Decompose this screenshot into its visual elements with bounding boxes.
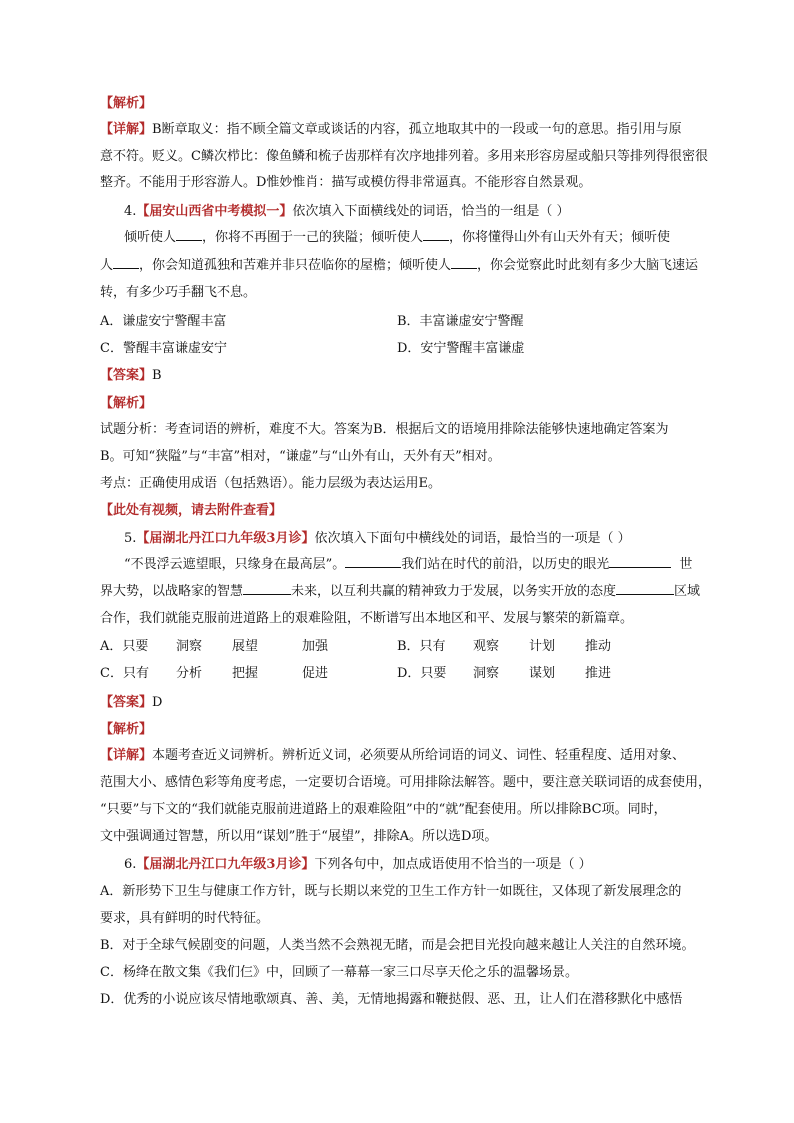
q5-xiangjie-line-4: 文中强调通过智慧，所以用“谋划”胜于“展望”，排除A。所以选D项。 — [100, 829, 498, 844]
q4-stem: 4.【届安山西省中考模拟一】依次填入下面横线处的词语，恰当的一组是（ ） — [124, 204, 570, 219]
q5-option-a: A．只要 洞察 展望 加强 — [100, 639, 329, 654]
xiangjie-line-2: 意不符。贬义。C鳞次栉比：像鱼鳞和梳子齿那样有次序地排列着。多用来形容房屋或船只等排列得很密很 — [100, 149, 708, 164]
q6-stem: 6.【届湖北丹江口九年级3月诊】下列各句中，加点成语使用不恰当的一项是（ ） — [124, 857, 592, 872]
q4-passage-line-2: 人 ，你会知道孤独和苦难并非只莅临你的屋檐；倾听使人 ，你会觉察此时此刻有多少大脑飞速运 — [100, 258, 699, 273]
q4-option-d: D．安宁警醒丰富谦虚 — [397, 341, 525, 356]
q5-xiangjie-line-3: “只要”与下文的“我们就能克服前进道路上的艰难险阻”中的“就”配套使用。所以排除BC项。同时， — [100, 802, 667, 817]
q4-kaodian: 考点：正确使用成语（包括熟语）。能力层级为表达运用E。 — [100, 476, 441, 491]
q5-option-c: C．只有 分析 把握 促进 — [100, 666, 329, 681]
q4-option-c: C．警醒丰富谦虚安宁 — [100, 341, 227, 356]
q6-option-a-line-2: 要求，具有鲜明的时代特征。 — [100, 911, 270, 926]
fill-blank — [423, 228, 449, 241]
fill-blank — [345, 555, 401, 568]
xiangjie-line-3: 整齐。不能用于形容游人。D惟妙惟肖：描写或模仿得非常逼真。不能形容自然景观。 — [100, 175, 592, 190]
q4-jiexi-heading: 【解析】 — [100, 396, 153, 411]
q6-option-a-line-1: A．新形势下卫生与健康工作方针，既与长期以来党的卫生工作方针一如既往，又体现了新发展理念的 — [100, 884, 682, 899]
q4-option-a: A．谦虚安宁警醒丰富 — [100, 314, 227, 329]
q6-option-c: C．杨绛在散文集《我们仨》中，回顾了一幕幕一家三口尽享天伦之乐的温馨场景。 — [100, 965, 578, 980]
q4-analysis-line-2: B。可知“狭隘”与“丰富”相对，“谦虚”与“山外有山，天外有天”相对。 — [100, 449, 501, 464]
q4-passage-line-1: 倾听使人 ，你将不再囿于一己的狭隘；倾听使人 ，你将懂得山外有山天外有天；倾听使 — [124, 230, 671, 245]
fill-blank — [176, 228, 202, 241]
q5-answer: 【答案】D — [100, 695, 163, 710]
q5-jiexi-heading: 【解析】 — [100, 722, 153, 737]
q5-stem: 5.【届湖北丹江口九年级3月诊】依次填入下面句中横线处的词语，最恰当的一项是（ ） — [124, 531, 631, 546]
q5-passage-line-3: 合作，我们就能克服前进道路上的艰难险阻，不断谱写出本地区和平、发展与繁荣的新篇章。 — [100, 611, 634, 626]
fill-blank — [451, 256, 477, 269]
q5-option-b: B．只有 观察 计划 推动 — [397, 639, 612, 654]
q6-option-b: B．对于全球气候剧变的问题，人类当然不会熟视无睹，而是会把目光投向越来越让人关注的自然环境。 — [100, 938, 695, 953]
q5-xiangjie-line-1: 【详解】本题考查近义词辨析。辨析近义词，必须要从所给词语的词义、词性、轻重程度、适用对象、 — [100, 748, 686, 763]
xiangjie-line-1: 【详解】B断章取义：指不顾全篇文章或谈话的内容，孤立地取其中的一段或一句的意思。指引用与原 — [100, 122, 682, 137]
fill-blank — [609, 555, 671, 568]
q5-option-d: D．只要 洞察 谋划 推进 — [397, 666, 612, 681]
q4-video-note: 【此处有视频，请去附件查看】 — [100, 503, 283, 518]
q4-answer: 【答案】B — [100, 368, 162, 383]
jiexi-heading-1: 【解析】 — [100, 96, 153, 111]
q5-xiangjie-line-2: 范围大小、感情色彩等角度考虑，一定要切合语境。可用排除法解答。题中，要注意关联词语的成套使用， — [100, 775, 712, 790]
fill-blank — [243, 582, 291, 595]
q6-option-d: D．优秀的小说应该尽情地歌颂真、善、美，无情地揭露和鞭挞假、恶、丑，让人们在潜移默化中感悟 — [100, 992, 683, 1007]
q4-passage-line-3: 转，有多少巧手翻飞不息。 — [100, 285, 257, 300]
q5-passage-line-2: 界大势，以战略家的智慧 未来，以互利共赢的精神致力于发展，以务实开放的态度 区域 — [100, 584, 701, 599]
q4-analysis-line-1: 试题分析：考查词语的辨析，难度不大。答案为B．根据后文的语境用排除法能够快速地确定答案为 — [100, 422, 669, 437]
fill-blank — [616, 582, 674, 595]
fill-blank — [113, 256, 139, 269]
q5-passage-line-1: “不畏浮云遮望眼，只缘身在最高层”。 我们站在时代的前沿，以历史的眼光 世 — [124, 557, 693, 572]
q4-option-b: B．丰富谦虚安宁警醒 — [397, 314, 524, 329]
